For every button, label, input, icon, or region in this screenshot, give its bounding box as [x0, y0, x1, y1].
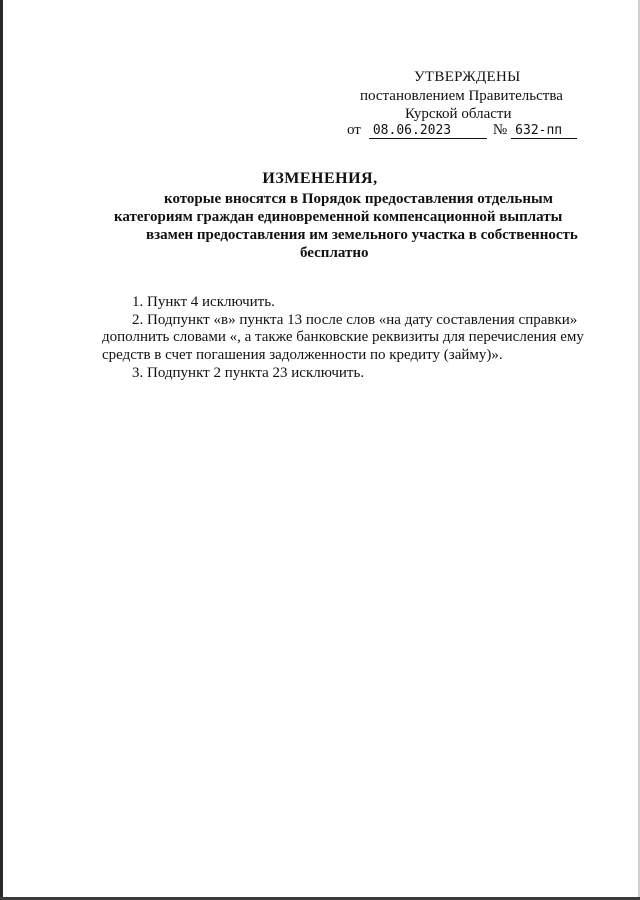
approval-reference [347, 121, 577, 140]
approval-title: УТВЕРЖДЕНЫ [414, 69, 521, 85]
item-2-line: дополнить словами «, а также банковские реквизиты для перечисления ему [102, 329, 584, 345]
scan-edge-left [0, 0, 3, 900]
subtitle-line: бесплатно [300, 245, 369, 261]
document-title: ИЗМЕНЕНИЯ, [262, 170, 378, 187]
item-2-line: средств в счет погашения задолженности по кредиту (займу)». [102, 347, 503, 363]
approval-number: 632-пп [511, 123, 577, 139]
subtitle-line: категориям граждан единовременной компенсационной выплаты [114, 209, 563, 225]
subtitle-line: которые вносятся в Порядок предоставления отдельным [164, 191, 553, 207]
date-label: от [347, 122, 361, 138]
approval-date: 08.06.2023 [369, 123, 487, 139]
approval-issuer: постановлением Правительства [360, 88, 563, 104]
item-3: 3. Подпункт 2 пункта 23 исключить. [132, 365, 365, 381]
number-label: № [492, 122, 508, 138]
item-1: 1. Пункт 4 исключить. [132, 294, 275, 310]
approval-region: Курской области [405, 106, 512, 122]
item-2-line: 2. Подпункт «в» пункта 13 после слов «на дату составления справки» [132, 312, 578, 328]
subtitle-line: взамен предоставления им земельного участка в собственность [146, 227, 578, 243]
